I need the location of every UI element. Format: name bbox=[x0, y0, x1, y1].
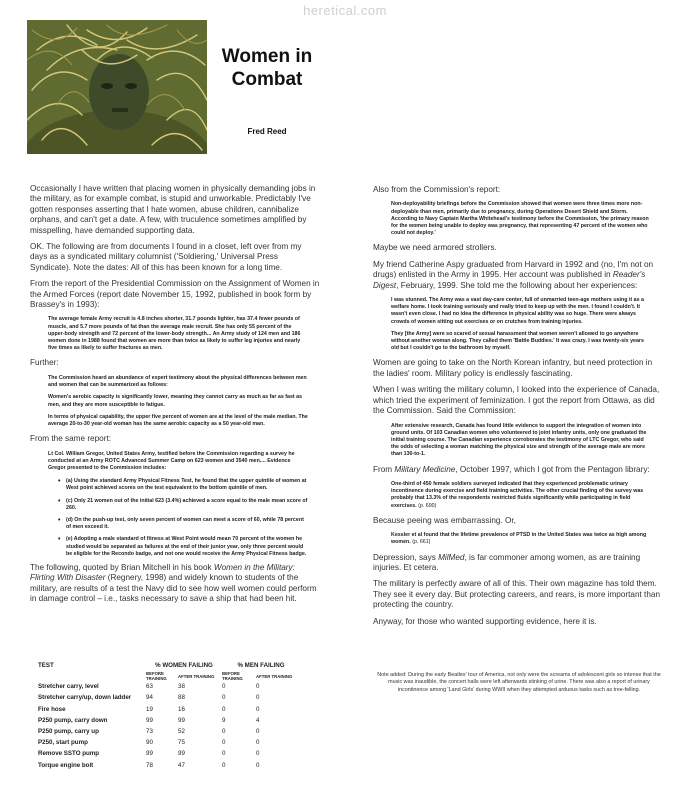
cell-test-name: P250 pump, carry up bbox=[38, 728, 99, 736]
cell-value: 4 bbox=[256, 716, 260, 724]
table-row bbox=[38, 715, 300, 726]
cell-value: 16 bbox=[178, 705, 185, 713]
quote-text: Lt Col. William Gregor, United States Army, testified before the Commission regarding a survey he conducted at an Army ROTC Advanced Summer Camp on 623 women and 3540 men.... Evidence Gregor presented to the Commission includes: bbox=[48, 450, 295, 471]
book-title: Women in the Military: Flirting With Disaster bbox=[30, 562, 295, 583]
cell-value: 0 bbox=[256, 761, 260, 769]
table-body bbox=[38, 681, 300, 771]
cell-value: 99 bbox=[146, 750, 153, 758]
paragraph: Further: bbox=[30, 358, 59, 368]
cell-value: 47 bbox=[178, 761, 185, 769]
header-men-failing: % MEN FAILING bbox=[237, 662, 285, 670]
author-byline: Fred Reed bbox=[247, 127, 287, 136]
block-quote bbox=[48, 451, 308, 473]
title-block bbox=[212, 45, 322, 136]
cell-value: 9 bbox=[222, 716, 226, 724]
paragraph bbox=[373, 553, 665, 574]
quote-text: Non-deployability briefings before the Commission showed that women were three times more non-deployable than men, primarily due to pregnancy, during Operations Desert Shield and Storm. According to Navy Captain Martha Whitehead's testimony before the Commission, 'the primary reason for the women being unable to deploy was pregnancy, that representing 47 percent of the women who could not deploy.' bbox=[391, 201, 649, 237]
cell-test-name: Fire hose bbox=[38, 705, 66, 713]
text-run: My friend Catherine Aspy graduated from Harvard in 1992 and (no, I'm not on drugs) enlisted in the Army in 1995. Her account was published in bbox=[373, 259, 654, 280]
paragraph: When I was writing the military column, I looked into the experience of Canada, which tried the experiment of feminization. I got the report from Ottawa, as did the Commission. Said the Commission: bbox=[373, 385, 660, 416]
title-line-1: Women in bbox=[221, 46, 313, 67]
table-row bbox=[38, 760, 300, 771]
footnote: Note added: During the early Beatles' tour of America, not only were the screams of adolescent girls so intense that the music was inaudible, the concert halls were left afterwards stinking of urine. There was also a report of urinary incontinence among 'Land Girls' during WWII when they attempted arduous tasks such as tree-felling. bbox=[377, 672, 661, 693]
text-run: (Regnery, 1998) and widely known to students of the military, are results of a test the Navy did to see how well women could perform in damage control – i.e., tasks necessary to save a ship that had been hit. bbox=[30, 573, 317, 604]
paragraph bbox=[373, 465, 665, 475]
cell-value: 0 bbox=[222, 728, 226, 736]
paragraph: OK. The following are from documents I found in a closet, left over from my days as a syndicated military columnist ('Soldiering,' Universal Press Syndicate). Note the dates: All of this has been known for a long time. bbox=[30, 242, 302, 272]
quote-text bbox=[391, 532, 653, 546]
journal-abbrev: MilMed bbox=[438, 552, 465, 562]
cell-value: 75 bbox=[178, 739, 185, 747]
quote-text: After extensive research, Canada has found little evidence to support the integration of women into ground units. Of 103 Canadian women who volunteered to joint infantry units, only one graduated the initial training course. The Canadian experience corroborates the testimony of LTC Gregor, who said the odds of selecting a woman matching the physical size and strength of the average male are more than 130-to-1. bbox=[391, 422, 647, 458]
cell-value: 78 bbox=[146, 761, 153, 769]
quote-text: The Commission heard an abundance of expert testimony about the physical differences between men and women that can be summarized as follows: bbox=[48, 374, 307, 389]
text-run: Kessler et al found that the lifetime prevalence of PTSD in the United States was twice as high among women. bbox=[391, 532, 647, 546]
cell-value: 0 bbox=[222, 694, 226, 702]
cell-test-name: Remove SSTO pump bbox=[38, 750, 100, 758]
cell-test-name: P250, start pump bbox=[38, 739, 88, 747]
cell-value: 0 bbox=[222, 705, 226, 713]
magazine-title: Reader's Digest bbox=[373, 270, 646, 290]
subheader: BEFORE TRAINING bbox=[222, 671, 243, 682]
quote-text: The average female Army recruit is 4.8 inches shorter, 31.7 pounds lighter, has 37.4 fewer pounds of muscle, and 5.7 more pounds of fat than the average male recruit. She has only 55 percent of the upper-body strength and 72 percent of the lower-body strength... An Army study of 124 men and 186 women done in 1988 found that women are more than twice as likely to suffer leg injuries and nearly five times as likely to suffer fractures as men. bbox=[48, 316, 301, 352]
block-quote bbox=[391, 481, 653, 510]
cell-value: 90 bbox=[146, 739, 153, 747]
cell-value: 52 bbox=[178, 728, 185, 736]
left-column bbox=[30, 184, 320, 611]
findings-list bbox=[66, 478, 308, 558]
block-quote bbox=[391, 201, 653, 237]
block-quote bbox=[391, 423, 653, 459]
cell-value: 99 bbox=[146, 716, 153, 724]
right-column bbox=[373, 185, 665, 633]
text-run: Depression, says bbox=[373, 552, 439, 562]
cell-value: 88 bbox=[178, 694, 185, 702]
paragraph: Because peeing was embarrassing. Or, bbox=[373, 515, 516, 525]
cell-value: 0 bbox=[222, 750, 226, 758]
cell-value: 0 bbox=[256, 683, 260, 691]
cell-value: 99 bbox=[178, 716, 185, 724]
cell-value: 19 bbox=[146, 705, 153, 713]
cell-value: 38 bbox=[178, 683, 185, 691]
cell-value: 0 bbox=[256, 750, 260, 758]
paragraph: Also from the Commission's report: bbox=[373, 185, 501, 194]
cell-test-name: Stretcher carry, level bbox=[38, 683, 99, 691]
list-item: • (a) Using the standard Army Physical Fitness Test, he found that the upper quintile of women at West point achieved scores on the test equivalent to the bottom quintile of men. bbox=[66, 478, 308, 492]
quote-text: Women's aerobic capacity is significantly lower, meaning they cannot carry as much as far as fast as men, and they are more susceptible to fatigue. bbox=[48, 394, 303, 408]
quote-text: They [the Army] were so scared of sexual harassment that women weren't allowed to go anywhere without another woman along. They called them 'Battle Buddies.' It was crazy. I was twenty-six years old but I couldn't go to the bathroom by myself. bbox=[391, 330, 644, 352]
table-header-row bbox=[38, 660, 300, 671]
cell-value: 0 bbox=[256, 705, 260, 713]
cell-value: 0 bbox=[222, 739, 226, 747]
table-row bbox=[38, 726, 300, 737]
paragraph bbox=[30, 563, 320, 605]
text-run: , is far commoner among women, as are training injuries. Et cetera. bbox=[373, 552, 641, 572]
list-item: • (d) On the push-up test, only seven percent of women can meet a score of 60, while 78 percent of men exceed it. bbox=[66, 517, 308, 531]
cell-value: 63 bbox=[146, 683, 153, 691]
table-subheader-row bbox=[38, 671, 300, 681]
paragraph: From the same report: bbox=[30, 434, 111, 444]
table-row bbox=[38, 748, 300, 759]
table-row bbox=[38, 737, 300, 748]
block-quote bbox=[391, 297, 653, 352]
cell-value: 0 bbox=[256, 728, 260, 736]
paragraph: The military is perfectly aware of all of this. Their own magazine has told them. They see it every day. But protecting careers, and rears, is more important than protecting the country. bbox=[373, 579, 660, 610]
quote-text: In terms of physical capability, the upper five percent of women are at the level of the male median. The average 20-to-30 year-old woman has the same aerobic capacity as a 50 year-old man. bbox=[48, 413, 308, 427]
cell-value: 73 bbox=[146, 728, 153, 736]
list-item: • (e) Adopting a male standard of fitness at West Point would mean 70 percent of the women he studied would be separated as failures at the end of their junior year, only three percent would be eligible for the Recondo badge, and not one would receive the Army Physical Fitness badge. bbox=[66, 536, 308, 558]
text-run: The following, quoted by Brian Mitchell in his book bbox=[30, 562, 214, 572]
cell-value: 0 bbox=[256, 739, 260, 747]
paragraph: Maybe we need armored strollers. bbox=[373, 243, 497, 253]
cell-value: 94 bbox=[146, 694, 153, 702]
page-citation: (p. 690) bbox=[416, 502, 437, 509]
block-quote bbox=[48, 375, 308, 428]
subheader: AFTER TRAINING bbox=[256, 673, 293, 679]
title-line-2: Combat bbox=[231, 69, 303, 90]
paragraph: Anyway, for those who wanted supporting evidence, here it is. bbox=[373, 616, 597, 626]
article-title bbox=[212, 45, 322, 91]
quote-text bbox=[391, 481, 653, 510]
cell-value: 0 bbox=[222, 683, 226, 691]
cell-test-name: Stretcher carry/up, down ladder bbox=[38, 694, 132, 702]
site-watermark: heretical.com bbox=[303, 3, 387, 18]
text-run: , October 1997, which I got from the Pentagon library: bbox=[455, 464, 650, 474]
subheader: BEFORE TRAINING bbox=[146, 671, 167, 682]
cell-test-name: P250 pump, carry down bbox=[38, 716, 108, 724]
quote-text: I was stunned. The Army was a vast day-care center, full of unmarried teen-age mothers using it as a welfare home. I took training seriously and really tried to keep up with the men. I found I couldn't. It wasn't even close. I had no idea the difference in physical ability was so huge. There were always crowds of women sitting out exercises or on crutches from training injuries. bbox=[391, 297, 644, 325]
page-citation: (p. 661) bbox=[410, 539, 431, 546]
cell-test-name: Torque engine bolt bbox=[38, 761, 94, 769]
table-row bbox=[38, 692, 300, 703]
text-run: , February, 1999. She told me the following about her experiences: bbox=[396, 280, 638, 290]
header-women-failing: % WOMEN FAILING bbox=[155, 662, 213, 670]
list-item: • (c) Only 21 women out of the initial 623 (3.4%) achieved a score equal to the male mean score of 260. bbox=[66, 498, 308, 512]
cell-value: 0 bbox=[256, 694, 260, 702]
table-row bbox=[38, 704, 300, 715]
subheader: AFTER TRAINING bbox=[178, 673, 215, 679]
soldier-image-svg bbox=[27, 20, 207, 154]
header-test: TEST bbox=[38, 662, 54, 670]
block-quote bbox=[391, 532, 653, 546]
paragraph: From the report of the Presidential Commission on the Assignment of Women in the Armed Forces (report date November 15, 1992, published in book form by Brassey's in 1993): bbox=[30, 279, 320, 310]
cell-value: 0 bbox=[222, 761, 226, 769]
journal-title: Military Medicine bbox=[394, 464, 456, 474]
text-run: From bbox=[373, 464, 395, 474]
paragraph: Women are going to take on the North Korean infantry, but need protection in the ladies' room. Military policy is endlessly fascinating. bbox=[373, 358, 653, 378]
paragraph bbox=[373, 260, 665, 291]
cell-value: 99 bbox=[178, 750, 185, 758]
block-quote bbox=[48, 316, 308, 352]
navy-damage-control-table bbox=[38, 660, 300, 771]
paragraph: Occasionally I have written that placing women in physically demanding jobs in the military, as for example combat, is stupid and unworkable. Predictably I've gotten responses asserting that I hate women, abuse children, cannibalize orphans, and can't get a date. A few, with truculence sometimes amplified by misspelling, have demanded supporting data. bbox=[30, 184, 316, 235]
text-run: One-third of 450 female soldiers surveyed indicated that they experienced problematic urinary incontinence during exercise and field training activities. The other crucial finding of the survey was probably that 13.3% of the respondents restricted fluids significantly while participating in field exercises. bbox=[391, 480, 644, 509]
table-row bbox=[38, 681, 300, 692]
camouflaged-soldier-photo bbox=[27, 20, 207, 154]
